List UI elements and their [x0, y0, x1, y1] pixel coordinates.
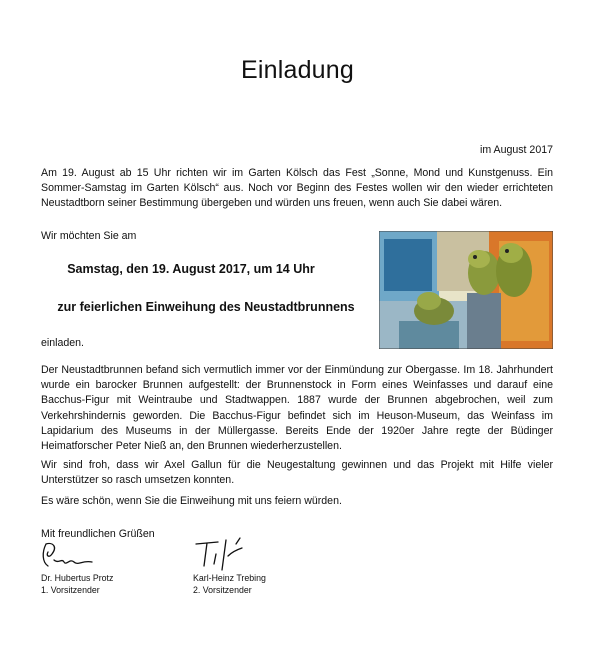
signer-protz [41, 573, 113, 596]
fountain-artwork-image [379, 231, 553, 349]
celebrate-paragraph: Es wäre schön, wenn Sie die Einweihung mit uns feiern würden. [41, 495, 342, 507]
letter-date: im August 2017 [479, 144, 553, 156]
event-datetime: Samstag, den 19. August 2017, um 14 Uhr [67, 262, 315, 276]
signer-trebing-role: 2. Vorsitzender [193, 584, 252, 595]
page-title: Einladung [240, 56, 354, 84]
signer-protz-name: Dr. Hubertus Protz [41, 573, 114, 583]
history-paragraph: Der Neustadtbrunnen befand sich vermutlich immer vor der Einmündung zur Obergasse. Im 18. Jahrhundert wurde ein barocker Brunnen aufgestellt: der Brunnenstock in Form eines Weinfasses und darauf eine Bacchus-Figur mit Weintraube und Stadtwappen. 1887 wurde der Brunnen abgebrochen, weil zum Verkehrshindernis geworden. Die Bacchus-Figur befindet sich im Heuson-Museum, das Weinfass im Lapidarium des Museums in der Müllergasse. Bereits Ende der 1920er Jahre regte der Büdinger Heimatforscher Peter Nieß an, den Brunnen wiederherzustellen. [41, 364, 553, 453]
signer-trebing [193, 573, 266, 596]
signature-protz-image [38, 538, 94, 572]
intro-paragraph: Am 19. August ab 15 Uhr richten wir im Garten Kölsch das Fest „Sonne, Mond und Kunstgenuss. Ein Sommer-Samstag im Garten Kölsch“ aus. Noch vor Beginn des Festes wollen wir den wieder errichteten Neustadtborn seiner Bestimmung übergeben und würden uns freuen, wenn auch Sie dabei wären. [41, 167, 553, 210]
closing-greeting: Mit freundlichen Grüßen [41, 528, 155, 540]
invite-lead-text: Wir möchten Sie am [41, 230, 137, 242]
invite-closing-word: einladen. [41, 337, 85, 349]
thanks-paragraph: Wir sind froh, dass wir Axel Gallun für die Neugestaltung gewinnen und das Projekt mit Hilfe vieler Unterstützer so rasch umsetzen konnten. [41, 459, 553, 487]
event-purpose: zur feierlichen Einweihung des Neustadtbrunnens [57, 300, 355, 314]
signer-protz-role: 1. Vorsitzender [41, 584, 100, 595]
signature-trebing-image [192, 534, 256, 574]
signer-trebing-name: Karl-Heinz Trebing [193, 573, 266, 583]
